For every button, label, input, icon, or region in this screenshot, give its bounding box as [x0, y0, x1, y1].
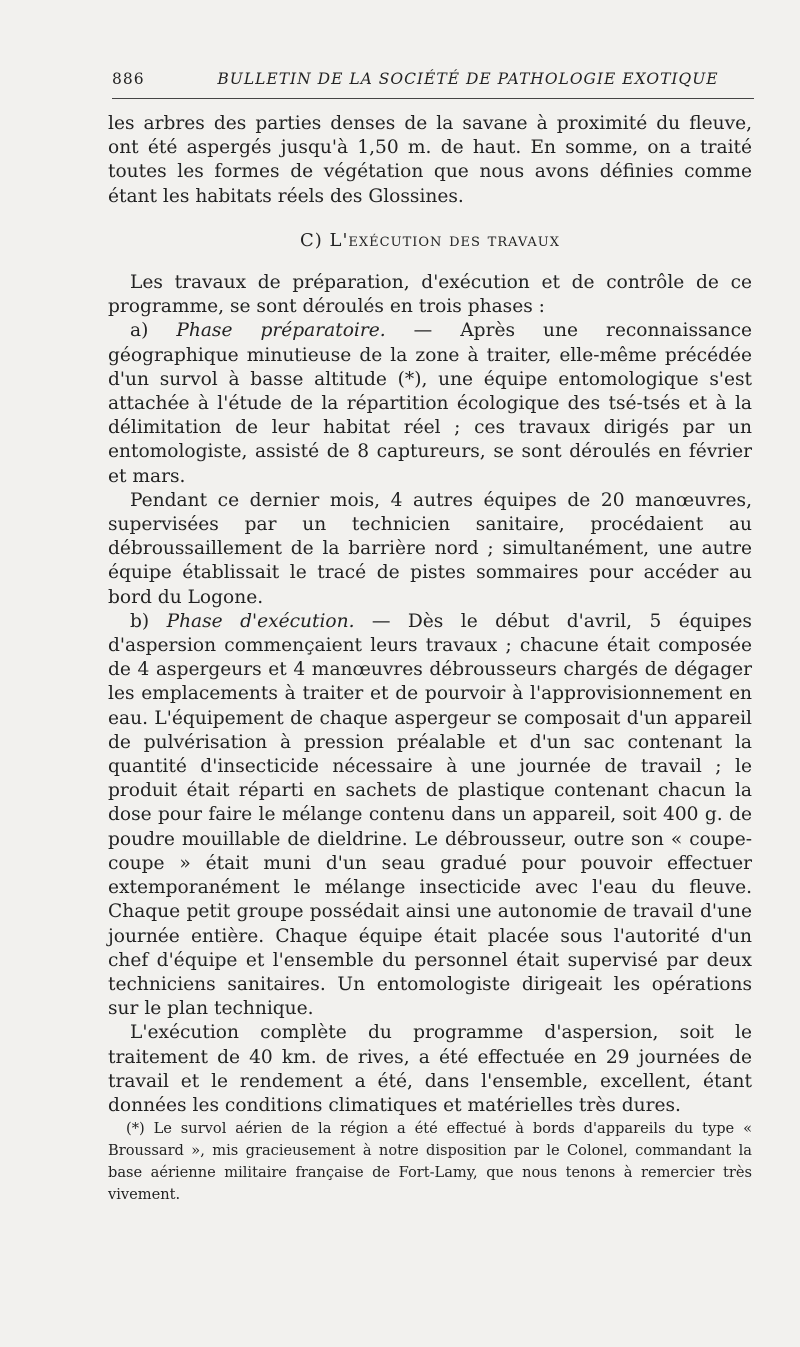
- paragraph-phase-a-cont: Pendant ce dernier mois, 4 autres équipes de 20 manœuvres, supervisées par un technicien sanitaire, procédaient au débroussaillement de la barrière nord ; simultanément, une autre équipe établissait le tracé de pistes sommaires pour accéder au bord du Logone.: [108, 489, 752, 608]
- phase-a-text: — Après une reconnaissance géographique minutieuse de la zone à traiter, elle-même précédée d'un survol à basse altitude (*), une équipe entomologique s'est attachée à l'étude de la répartition écologique des tsé-tsés et à la délimitation de leur habitat réel ; ces travaux dirigés par un entomologiste, assisté de 8 captureurs, se sont déroulés en février et mars.: [108, 320, 753, 487]
- section-heading: C) L'exécution des travaux: [300, 229, 560, 251]
- phase-a-title: Phase préparatoire.: [176, 320, 386, 342]
- phase-b-title: Phase d'exécution.: [166, 610, 355, 632]
- running-header: [112, 70, 754, 88]
- footnote-text: (*) Le survol aérien de la région a été effectué à bords d'appareils du type « Broussard », mis gracieusement à notre disposition par le Colonel, commandant la base aérienne militaire française de Fort-Lamy, que nous tenons à remercier très vivement.: [108, 1120, 752, 1203]
- header-rule: [112, 98, 754, 99]
- journal-title: BULLETIN DE LA SOCIÉTÉ DE PATHOLOGIE EXOTIQUE: [217, 70, 719, 88]
- paragraph-phase-a: [108, 319, 752, 488]
- body-text: [108, 112, 752, 1118]
- page-number: 886: [112, 70, 145, 88]
- phase-b-text: — Dès le début d'avril, 5 équipes d'aspersion commençaient leurs travaux ; chacune était composée de 4 aspergeurs et 4 manœuvres débrousseurs chargés de dégager les emplacements à traiter et de pourvoir à l'approvisionnement en eau. L'équipement de chaque aspergeur se composait d'un appareil de pulvérisation à pression préalable et d'un sac contenant la quantité d'insecticide nécessaire à une journée de travail ; le produit était réparti en sachets de plastique contenant chacun la dose pour faire le mélange contenu dans un appareil, soit 400 g. de poudre mouillable de dieldrine. Le débrousseur, outre son « coupe-coupe » était muni d'un seau gradué pour pouvoir effectuer extemporanément le mélange insecticide avec l'eau du fleuve. Chaque petit groupe possédait ainsi une autonomie de travail d'une journée entière. Chaque équipe était placée sous l'autorité d'un chef d'équipe et l'ensemble du personnel était supervisé par deux techniciens sanitaires. Un entomologiste dirigeait les opérations sur le plan technique.: [108, 610, 752, 1020]
- paragraph-continued: les arbres des parties denses de la savane à proximité du fleuve, ont été aspergés jusqu'à 1,50 m. de haut. En somme, on a traité toutes les formes de végétation que nous avons définies comme étant les habitats réels des Glossines.: [108, 113, 752, 207]
- phase-b-label: b): [130, 610, 167, 632]
- paragraph-phase-b: [108, 610, 752, 1021]
- paragraph-conclusion: L'exécution complète du programme d'aspersion, soit le traitement de 40 km. de rives, a été effectuée en 29 journées de travail et le rendement a été, dans l'ensemble, excellent, étant données les conditions climatiques et matérielles très dures.: [108, 1022, 752, 1116]
- paragraph-intro: Les travaux de préparation, d'exécution et de contrôle de ce programme, se sont déroulés en trois phases :: [108, 272, 752, 318]
- phase-a-label: a): [130, 320, 177, 342]
- footnote: [108, 1118, 752, 1206]
